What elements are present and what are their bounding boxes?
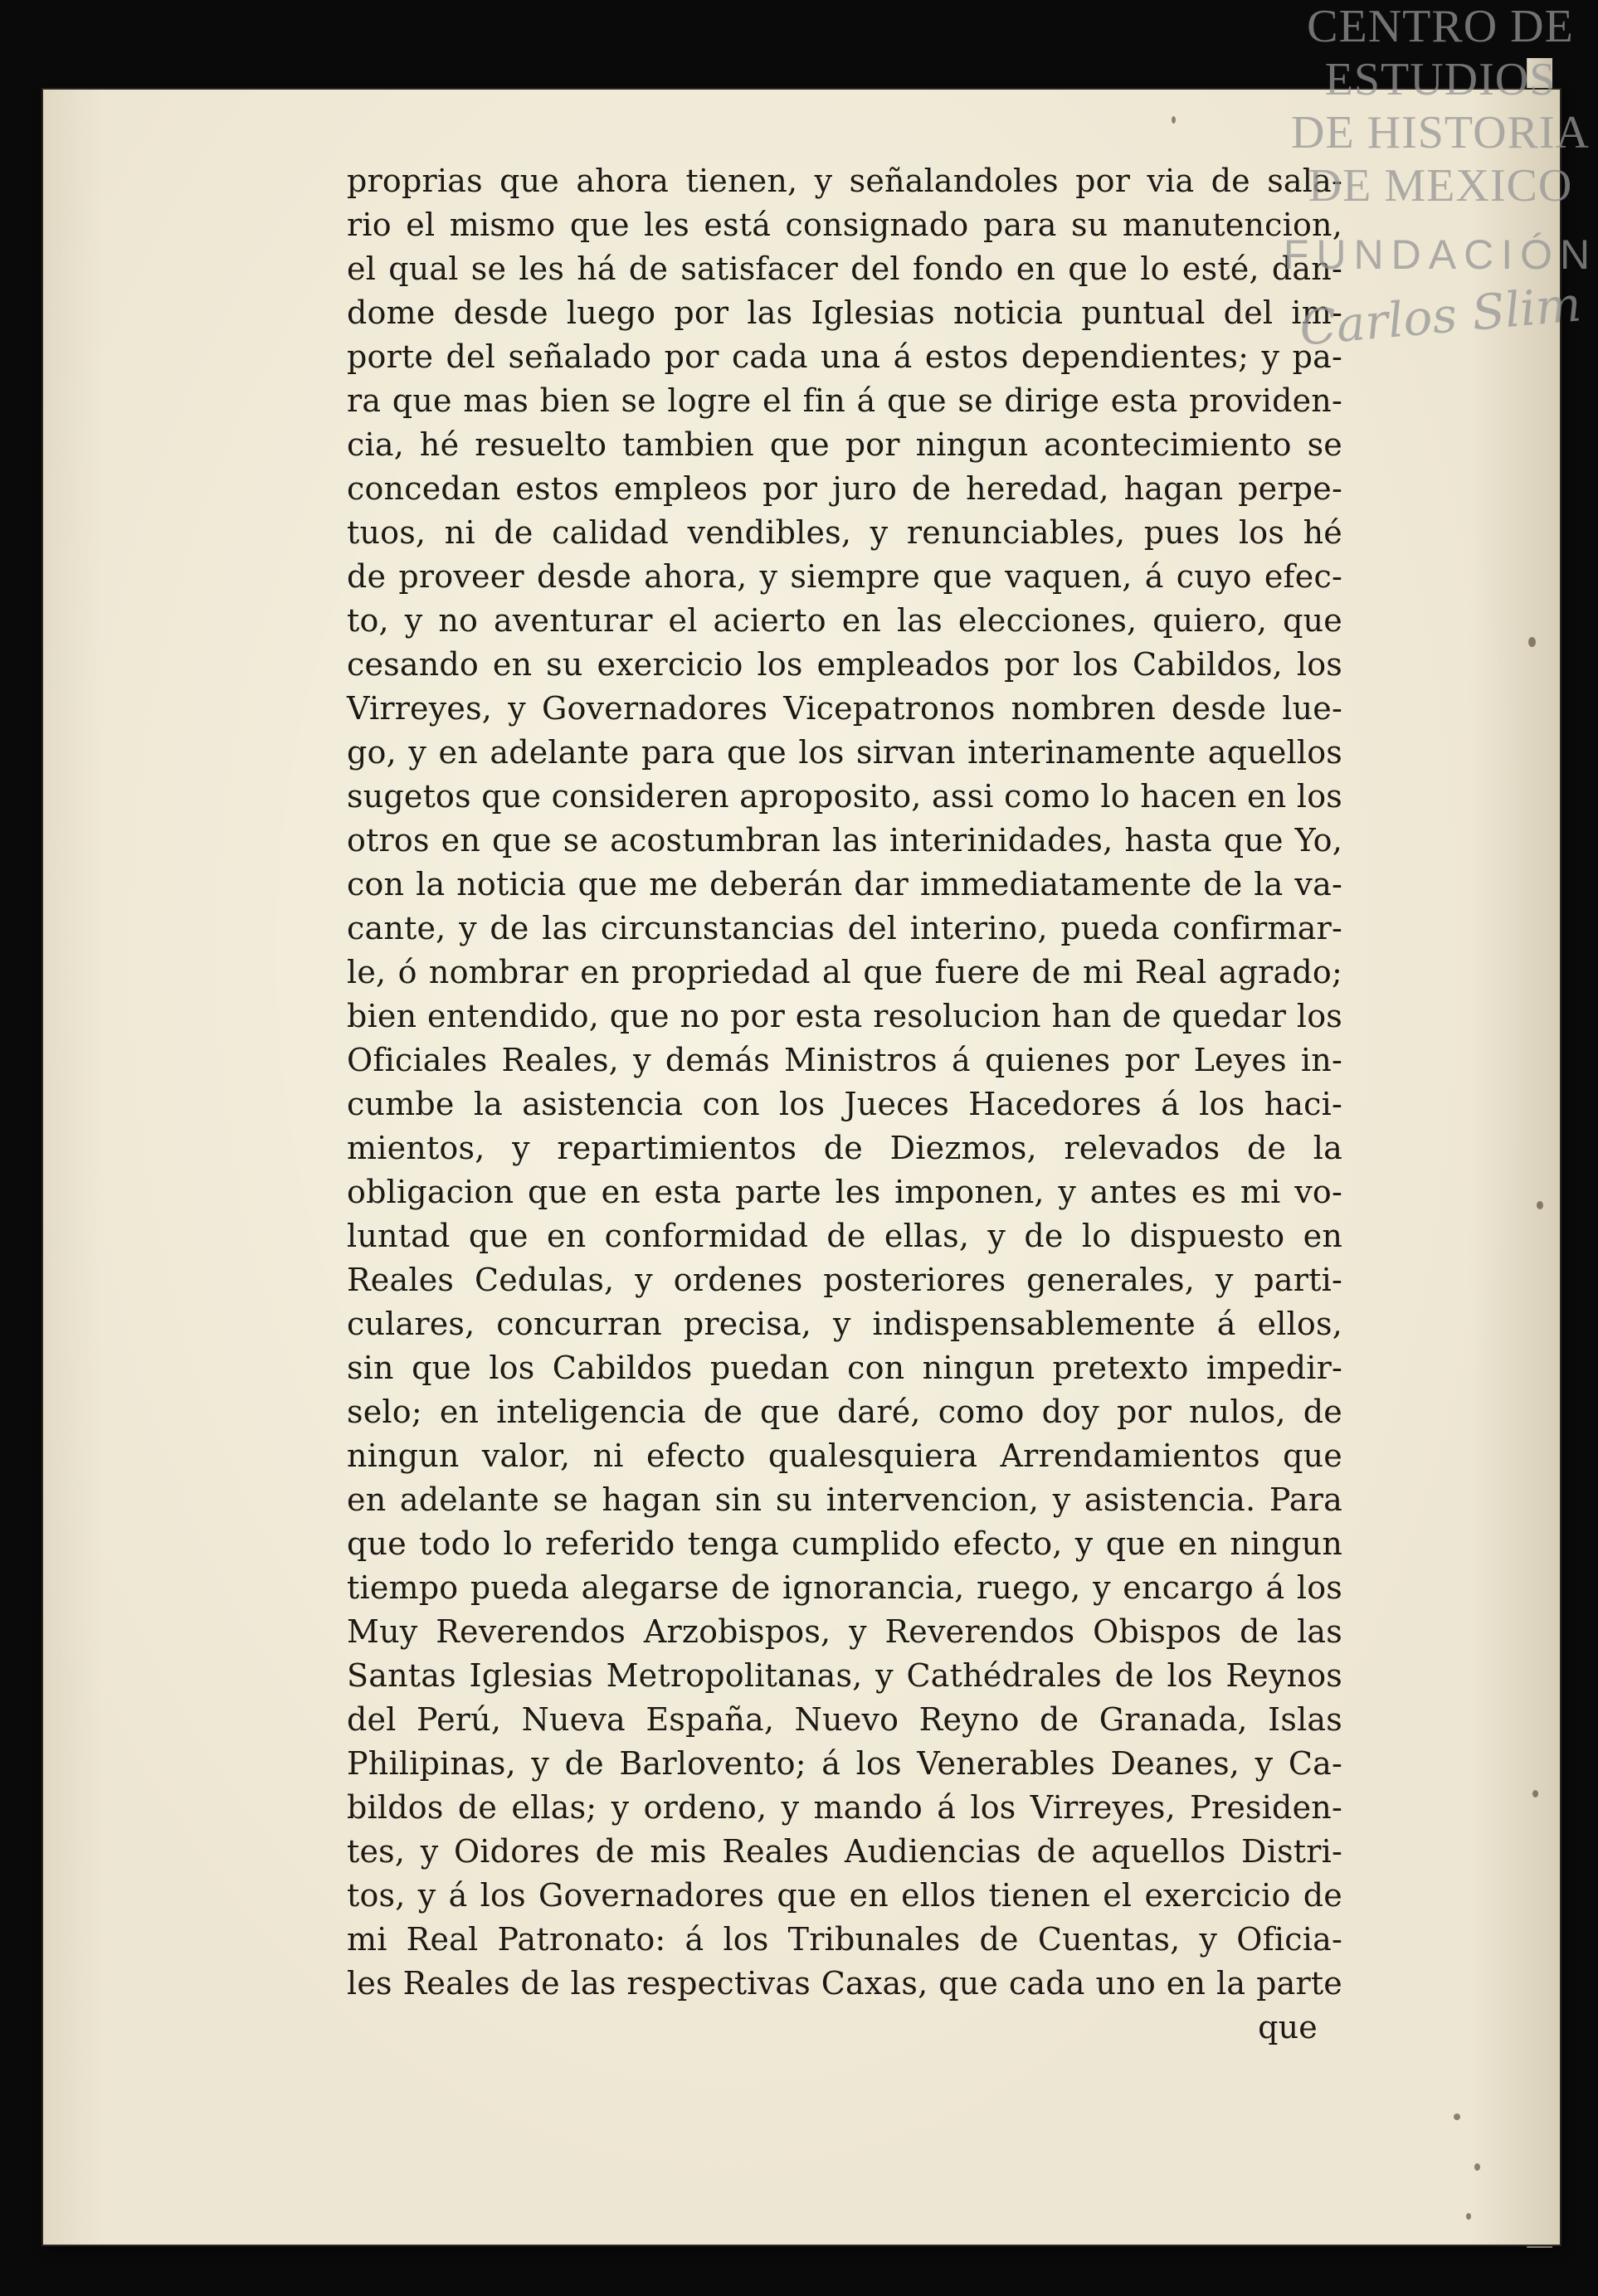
text-line: sugetos que consideren aproposito, assi como lo hacen en los: [347, 778, 1342, 815]
watermark-brand: FUNDACIÓN: [1283, 231, 1598, 278]
text-line: rio el mismo que les está consignado para su manutencion,: [347, 207, 1342, 243]
stain: [1454, 2114, 1460, 2120]
catchword: que: [1258, 2009, 1318, 2045]
text-line: cumbe la asistencia con los Jueces Hacedores á los haci-: [347, 1086, 1342, 1122]
watermark-line: DE HISTORIA: [1291, 107, 1590, 158]
text-line: proprias que ahora tienen, y señalandoles por via de sala-: [347, 163, 1342, 199]
text-line: tos, y á los Governadores que en ellos tienen el exercicio de: [347, 1877, 1342, 1914]
stain: [1528, 637, 1536, 647]
text-line: ra que mas bien se logre el fin á que se dirige esta providen-: [347, 382, 1342, 419]
text-line: en adelante se hagan sin su intervencion, y asistencia. Para: [347, 1481, 1342, 1518]
text-line: porte del señalado por cada una á estos dependientes; y pa-: [347, 338, 1342, 375]
text-line: le, ó nombrar en propriedad al que fuere de mi Real agrado;: [347, 954, 1342, 990]
text-line: el qual se les há de satisfacer del fondo en que lo esté, dan-: [347, 251, 1342, 287]
text-line: con la noticia que me deberán dar immediatamente de la va-: [347, 866, 1342, 902]
text-line: mientos, y repartimientos de Diezmos, relevados de la: [347, 1130, 1342, 1166]
watermark-signature: Carlos Slim: [1297, 275, 1584, 357]
text-line: Muy Reverendos Arzobispos, y Reverendos Obispos de las: [347, 1613, 1342, 1650]
text-line: bien entendido, que no por esta resolucion han de quedar los: [347, 998, 1342, 1034]
text-line: dome desde luego por las Iglesias noticia puntual del im-: [347, 294, 1342, 331]
text-line: to, y no aventurar el acierto en las elecciones, quiero, que: [347, 602, 1342, 639]
text-line: otros en que se acostumbran las interinidades, hasta que Yo,: [347, 822, 1342, 859]
text-line: tes, y Oidores de mis Reales Audiencias de aquellos Distri-: [347, 1833, 1342, 1870]
text-line: culares, concurran precisa, y indispensablemente á ellos,: [347, 1306, 1342, 1342]
watermark-line: ESTUDIOS: [1324, 54, 1557, 105]
watermark-line: DE MEXICO: [1308, 160, 1573, 212]
text-line: Reales Cedulas, y ordenes posteriores generales, y parti-: [347, 1262, 1342, 1298]
watermark-line: CENTRO DE: [1307, 1, 1574, 52]
document-text: [347, 159, 1342, 2050]
text-line: luntad que en conformidad de ellas, y de lo dispuesto en: [347, 1218, 1342, 1254]
text-line: Santas Iglesias Metropolitanas, y Cathédrales de los Reynos: [347, 1657, 1342, 1694]
text-line: tiempo pueda alegarse de ignorancia, ruego, y encargo á los: [347, 1569, 1342, 1606]
text-line: concedan estos empleos por juro de heredad, hagan perpe-: [347, 470, 1342, 507]
text-line: tuos, ni de calidad vendibles, y renunciables, pues los hé: [347, 514, 1342, 551]
text-line: mi Real Patronato: á los Tribunales de Cuentas, y Oficia-: [347, 1921, 1342, 1958]
stain: [1532, 1790, 1538, 1797]
stain: [1537, 1201, 1543, 1209]
text-line: ningun valor, ni efecto qualesquiera Arrendamientos que: [347, 1437, 1342, 1474]
stain: [1172, 116, 1176, 124]
text-line: go, y en adelante para que los sirvan interinamente aquellos: [347, 734, 1342, 771]
stain: [1466, 2213, 1471, 2220]
text-line: selo; en inteligencia de que daré, como doy por nulos, de: [347, 1394, 1342, 1430]
text-line: Philipinas, y de Barlovento; á los Venerables Deanes, y Ca-: [347, 1745, 1342, 1782]
text-line: cesando en su exercicio los empleados por los Cabildos, los: [347, 646, 1342, 683]
watermark: [1283, 0, 1598, 398]
text-line: que todo lo referido tenga cumplido efecto, y que en ningun: [347, 1525, 1342, 1562]
text-line: cante, y de las circunstancias del interino, pueda confirmar-: [347, 910, 1342, 946]
text-line: cia, hé resuelto tambien que por ningun acontecimiento se: [347, 426, 1342, 463]
text-line: les Reales de las respectivas Caxas, que cada uno en la parte: [347, 1965, 1342, 2002]
text-line: de proveer desde ahora, y siempre que vaquen, á cuyo efec-: [347, 558, 1342, 595]
stain: [1474, 2163, 1480, 2171]
text-line: Virreyes, y Governadores Vicepatronos nombren desde lue-: [347, 690, 1342, 727]
text-line: sin que los Cabildos puedan con ningun pretexto impedir-: [347, 1350, 1342, 1386]
text-line: Oficiales Reales, y demás Ministros á quienes por Leyes in-: [347, 1042, 1342, 1078]
text-line: obligacion que en esta parte les imponen, y antes es mi vo-: [347, 1174, 1342, 1210]
text-line: bildos de ellas; y ordeno, y mando á los Virreyes, Presiden-: [347, 1789, 1342, 1826]
text-line: del Perú, Nueva España, Nuevo Reyno de Granada, Islas: [347, 1701, 1342, 1738]
